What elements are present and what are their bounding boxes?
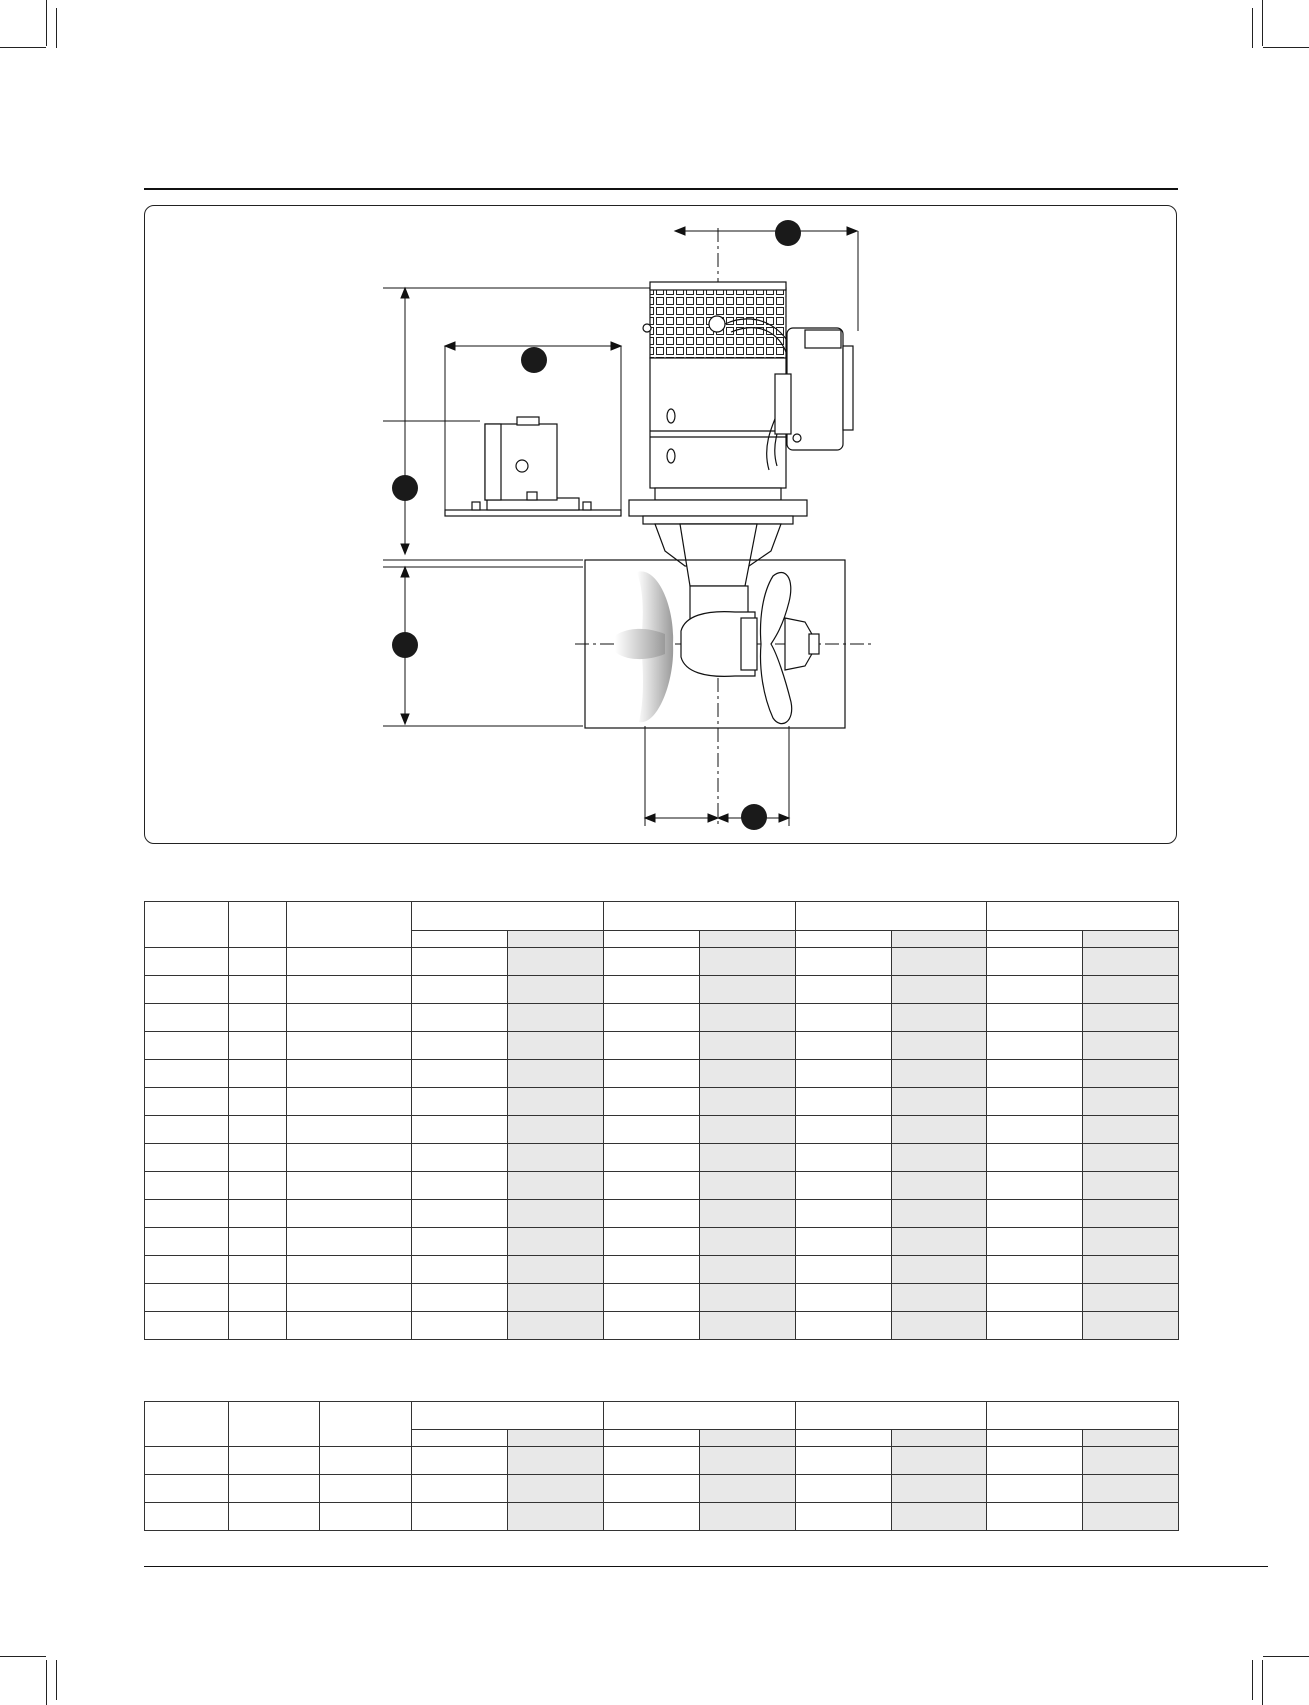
table-cell [1083,1475,1179,1503]
table-cell [987,1475,1083,1503]
table-cell [604,1447,700,1475]
table-cell [604,1060,700,1088]
table-cell [1083,1088,1179,1116]
table-cell [229,1312,287,1340]
crop-mark [46,1660,47,1705]
table-cell [320,1475,412,1503]
table-cell [229,1144,287,1172]
table-cell [145,948,229,976]
table-cell [987,1503,1083,1531]
table-cell [987,1032,1083,1060]
table-cell [145,1088,229,1116]
table-cell [1083,948,1179,976]
header-cell [412,902,604,931]
table-cell [604,1228,700,1256]
table-cell [892,1172,987,1200]
header-rule [144,188,1178,190]
table-cell [287,1032,412,1060]
table-cell [412,1172,508,1200]
table-cell [508,1284,604,1312]
crop-mark [1262,1660,1263,1705]
table-cell [229,1256,287,1284]
table-cell [1083,1172,1179,1200]
table-cell [508,1447,604,1475]
table-cell [796,1228,892,1256]
table-cell [796,1060,892,1088]
table-row [145,1475,1179,1503]
table-cell [145,1144,229,1172]
table-cell [287,1228,412,1256]
table-cell [508,948,604,976]
table-cell [604,1004,700,1032]
table-cell [229,1200,287,1228]
table-cell [412,1116,508,1144]
table-cell [1083,1312,1179,1340]
table-cell [412,1004,508,1032]
table-cell [604,1312,700,1340]
table-cell [412,948,508,976]
table-cell [287,1312,412,1340]
table-row [145,1172,1179,1200]
table-cell [892,1032,987,1060]
table-cell [700,1116,796,1144]
table-cell [604,1503,700,1531]
control-box [775,328,853,450]
table-cell [604,1284,700,1312]
table-row [145,1060,1179,1088]
crop-mark [46,0,47,46]
table-cell [508,1503,604,1531]
thruster-dimension-diagram [145,206,1178,845]
table-body [145,948,1179,1340]
table-cell [1083,1060,1179,1088]
table-cell [145,1284,229,1312]
table-cell [229,948,287,976]
table-cell [1083,1284,1179,1312]
table-cell [892,1144,987,1172]
table-cell [508,1116,604,1144]
table-cell [604,1172,700,1200]
table-cell [320,1447,412,1475]
table-cell [700,1447,796,1475]
table-row [145,1200,1179,1228]
table-cell [700,1088,796,1116]
table-cell [796,1172,892,1200]
table-cell [892,1228,987,1256]
table-cell [796,1144,892,1172]
dimension-marker [392,475,418,501]
table-cell [987,1312,1083,1340]
dimension-marker [775,220,801,246]
table-cell [796,1312,892,1340]
table-cell [412,1032,508,1060]
table-cell [412,1284,508,1312]
table-cell [604,1116,700,1144]
header-cell [229,1402,320,1447]
table-row [145,976,1179,1004]
table-cell [508,1144,604,1172]
table-cell [229,1088,287,1116]
gear-housing [681,612,757,677]
table-cell [796,1447,892,1475]
table-cell [412,1200,508,1228]
table-cell [508,1475,604,1503]
table-cell [412,1503,508,1531]
table-cell [796,1503,892,1531]
table-cell [1083,1200,1179,1228]
table-cell [796,1032,892,1060]
table-cell [508,1088,604,1116]
table-cell [412,1228,508,1256]
spec-table-1 [144,901,1179,1340]
header-cell [796,902,987,931]
table-cell [1083,1144,1179,1172]
table-cell [145,1256,229,1284]
table-cell [700,1312,796,1340]
table-cell [987,1088,1083,1116]
table-cell [604,1032,700,1060]
table-cell [700,1004,796,1032]
table-cell [229,1228,287,1256]
crop-mark [0,47,46,48]
diagram-panel [144,205,1177,844]
dimension-marker [392,632,418,658]
table-row [145,1144,1179,1172]
table-cell [287,1060,412,1088]
table-cell [892,1088,987,1116]
footer-rule [144,1566,1268,1567]
table-cell [508,1256,604,1284]
table-cell [700,1284,796,1312]
table-cell [287,1004,412,1032]
crop-mark [1263,47,1309,48]
table-cell [229,1475,320,1503]
table-cell [796,1284,892,1312]
table-row [145,948,1179,976]
table-cell [145,1200,229,1228]
table-cell [229,1116,287,1144]
table-cell [892,1060,987,1088]
crop-mark [1252,8,1253,48]
table-cell [287,1256,412,1284]
table-cell [987,1284,1083,1312]
dimension-bottom [645,726,789,826]
table-cell [604,1144,700,1172]
dimension-marker [741,804,767,830]
table-cell [229,1172,287,1200]
table-cell [700,1228,796,1256]
table-cell [145,1004,229,1032]
table-cell [412,1088,508,1116]
flange-plate [445,417,621,516]
table-cell [145,1060,229,1088]
table-cell [145,1116,229,1144]
table-cell [892,1200,987,1228]
table-cell [287,948,412,976]
table-cell [604,1200,700,1228]
table-cell [1083,1228,1179,1256]
table-cell [987,948,1083,976]
table-row [145,1256,1179,1284]
table-cell [508,1228,604,1256]
table-cell [987,1256,1083,1284]
crop-mark [1262,0,1263,46]
crop-mark [1263,1656,1309,1657]
table-cell [700,1172,796,1200]
table-cell [892,976,987,1004]
table-cell [287,976,412,1004]
table-cell [145,1447,229,1475]
table-cell [987,1004,1083,1032]
table-cell [287,1172,412,1200]
table-cell [229,1032,287,1060]
table-cell [892,1475,987,1503]
table-row [145,1284,1179,1312]
table-cell [1083,1503,1179,1531]
table-cell [145,1475,229,1503]
table-cell [700,1144,796,1172]
table-cell [987,1447,1083,1475]
table-cell [145,976,229,1004]
crop-mark [56,8,57,48]
table-header-row [145,902,1179,931]
table-cell [508,1004,604,1032]
table-cell [412,1475,508,1503]
dimension-marker [521,347,547,373]
header-cell [604,902,796,931]
table-cell [892,1503,987,1531]
table-cell [987,976,1083,1004]
crop-mark [56,1660,57,1700]
table-cell [145,1172,229,1200]
table-cell [1083,1116,1179,1144]
table-cell [987,1060,1083,1088]
header-cell [796,1402,987,1430]
table-cell [287,1284,412,1312]
table-cell [508,1032,604,1060]
table-cell [700,1503,796,1531]
table-row [145,1312,1179,1340]
table-cell [320,1503,412,1531]
header-cell [145,902,229,948]
table-cell [987,1228,1083,1256]
table-row [145,1447,1179,1475]
table-cell [987,1116,1083,1144]
table-cell [604,976,700,1004]
table-cell [700,948,796,976]
table-cell [604,1088,700,1116]
table-cell [412,1144,508,1172]
header-cell [287,902,412,948]
table-cell [700,1060,796,1088]
table-cell [1083,1256,1179,1284]
table-cell [229,1503,320,1531]
table-cell [145,1228,229,1256]
table-cell [987,1172,1083,1200]
table-cell [508,1172,604,1200]
table-cell [796,1088,892,1116]
table-cell [892,1004,987,1032]
table-cell [287,1144,412,1172]
table-cell [145,1312,229,1340]
table-cell [796,1475,892,1503]
table-cell [796,948,892,976]
table-row [145,1088,1179,1116]
table-cell [892,1116,987,1144]
table-cell [892,1284,987,1312]
table-cell [604,1256,700,1284]
table-cell [229,976,287,1004]
table-cell [700,1475,796,1503]
table-cell [229,1447,320,1475]
table-cell [287,1088,412,1116]
table-cell [892,948,987,976]
table-cell [892,1447,987,1475]
propeller-right [761,572,820,723]
table-cell [1083,1004,1179,1032]
table-row [145,1032,1179,1060]
table-cell [604,1475,700,1503]
table-cell [412,976,508,1004]
header-cell [987,1402,1179,1430]
table-cell [700,1256,796,1284]
table-row [145,1004,1179,1032]
table-cell [145,1032,229,1060]
table-row [145,1116,1179,1144]
table-cell [412,1256,508,1284]
table-cell [892,1312,987,1340]
spec-table-2 [144,1401,1179,1531]
table-cell [508,976,604,1004]
table-cell [229,1060,287,1088]
table-cell [145,1503,229,1531]
table-cell [796,1256,892,1284]
table-cell [796,976,892,1004]
table-row [145,1503,1179,1531]
table-cell [412,1060,508,1088]
table-body [145,1447,1179,1531]
header-cell [604,1402,796,1430]
table-cell [412,1447,508,1475]
table-cell [892,1256,987,1284]
table-cell [287,1200,412,1228]
table-cell [987,1200,1083,1228]
header-cell [229,902,287,948]
table-cell [700,976,796,1004]
table-cell [796,1004,892,1032]
crop-mark [1252,1660,1253,1700]
table-cell [229,1284,287,1312]
table-cell [1083,1032,1179,1060]
table-cell [796,1200,892,1228]
table-cell [508,1312,604,1340]
table-cell [604,948,700,976]
table-cell [987,1144,1083,1172]
crop-mark [0,1656,46,1657]
header-cell [412,1402,604,1430]
table-cell [508,1060,604,1088]
table-cell [412,1312,508,1340]
table-cell [700,1032,796,1060]
table-cell [229,1004,287,1032]
table-cell [1083,1447,1179,1475]
header-cell [145,1402,229,1447]
table-header-row [145,1402,1179,1430]
table-cell [700,1200,796,1228]
propeller-left [615,571,673,722]
header-cell [320,1402,412,1447]
table-cell [287,1116,412,1144]
table-cell [796,1116,892,1144]
table-cell [1083,976,1179,1004]
table-cell [508,1200,604,1228]
table-row [145,1228,1179,1256]
header-cell [987,902,1179,931]
